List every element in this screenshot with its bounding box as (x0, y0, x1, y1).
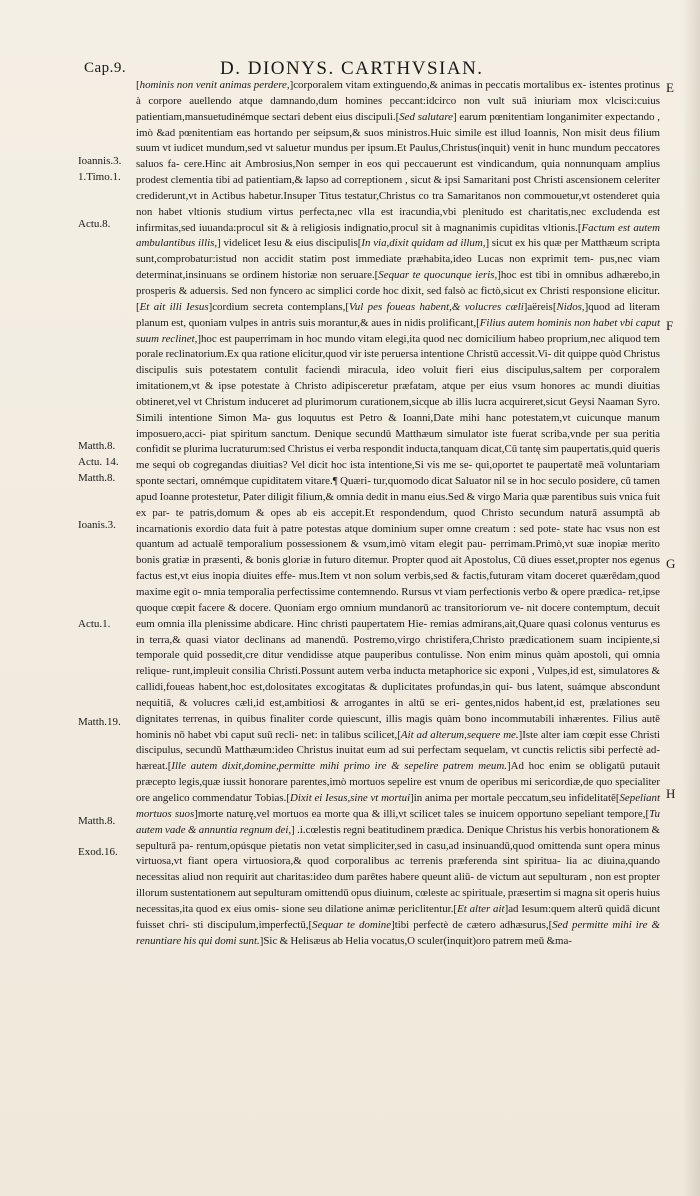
main-text (136, 78, 660, 949)
text-run: ]quod ad literam planum est, quoniam vulpes in antris suis morantur,& aues in nidis prolificant, (136, 300, 660, 329)
text-run: [ (453, 902, 458, 915)
text-run: [ (286, 791, 290, 804)
text-run: ]tibi perfectè de cætero adhæsurus, (391, 918, 549, 931)
text-run: [ (308, 918, 313, 931)
text-run: ]Sic & Helisæus ab Helia vocatus,O sculer(inquit)oro patrem meū &ma- (259, 934, 572, 947)
quoted-scripture: Nidos, (556, 300, 585, 313)
text-run: [ (397, 728, 401, 741)
main-paragraph (136, 78, 660, 949)
margin-note: 1.Timo.1. (78, 171, 121, 183)
quoted-scripture: Sed permitte mihi ire & renuntiare his qui domi sunt. (136, 918, 661, 947)
margin-note: Matth.19. (78, 716, 121, 728)
margin-note: Exod.16. (78, 846, 118, 858)
margin-note: Ioannis.3. (78, 155, 122, 167)
quoted-scripture: Ait ad alterum,sequere me. (400, 728, 519, 741)
margin-note: Matth.8. (78, 815, 116, 827)
text-run: [ (374, 269, 379, 282)
text-run: [ (136, 300, 140, 313)
quoted-scripture: In via,dixit quidam ad illum, (361, 237, 486, 250)
text-run: [ (395, 110, 400, 123)
quoted-scripture: Et ait illi Iesus (139, 300, 209, 313)
page-edge-shadow (682, 0, 700, 1196)
text-run: [ (615, 791, 620, 804)
margin-note: Actu. 14. (78, 456, 119, 468)
text-run: ]in anima per mortale peccatum,seu infidelitatē (410, 791, 616, 804)
text-run: ]hoc est pauperrimam in hoc mundo vitam elegi,ita quod nec domicilium habeo proprium,nec aliquod tem porale reclinatorium.Ex qua ratione elicitur,quod vir iste peruersa intentione Christū accessit.Vi- dit quippe quòd Christus discipulis suis potestatem contulit faciendi miracula, ideo voluit fieri eius discipulus,saltem per corporalem imitationem,vt & ipse potestate à Christo adipisceretur præfatam, atque per eius vsum honores ac mundi diuitias obtineret,vel vt Christum induceret ad plurimorum curationem,sicque ab illis lucra acquireret,sicut Geysi Naaman Syro. Simili intentione Simon Ma- gus loquutus est Petro & Ioanni,Date mihi hanc potestatem,vt cuicunque manum imposuero,acci- piat spiritum sanctum. Denique secundū Matthæum simulator iste fuerat scriba,vnde per sua peritia confidit se plurima lucraturum:sed Christus ei verba respondit inducta,tanquam dicat,Cū tantę sim paupertatis,quid queris me sequi ob cogregandas diuitias? Vel dicit hoc ista intentione,Si vis me se- qui,oportet te paupertatē meā voluntariam sponte sectari, omnémque cupiditatem vitare.¶ Quæri- tur,quomodo dicat Saluator nil se in hoc seculo posidere, cū tamen apud Ioanne protestetur, Pater diligit filium,& omnia dedit in manu eius.Sed & virgo Maria quæ parentibus suis vnica fuit ex par- te patris,domum & opes ab eis accepit.Et respondendum, quod Christo secundum naturā assumptā ab incarnationis exordio data fuit à patre potestas atque dominium super omne creatum : sed pote- state hac vsus non est quantum ad actualē temporalium possessionem & vsum,imò vitam elegit pau- perrimam.Primò,vt suæ inopiæ merito bonis gratiæ in præsenti, & bonis gloriæ in futuro ditemur. Propter quod ait Apostolus, Cū diues esset,propter nos egenus factus est,vt eius inopia diuites effe- mus.Item vt non solum verbis,sed & factis,futuram vitam doceret quærēdam,quod maxime egit o- mnia temporalia perfectissime contemnendo. Rursus vt viam perfectionis verbo & opere prædica- ret,ipse quoque cœpit facere & docere. Quoniam ergo omnium mundanorū ac transitoriorum ve- nit docere contemptum, decuit eum omnia illa plenissime abdicare. Hinc christi paupertatem Hie- remias admirans,ait,Quare quasi colonus venturus es in terra,& quasi viator declinans ad manendū. Postremo,virgo christifera,Christo prædicationem suam incipiente,si temporale quid possedit,cre ditur vendidisse atque pauperibus contulisse. Non enim minus quàm apostoli, qui omnia relique- runt,impleuit consilia Christi.Possunt autem verba inducta metaphorice sic exponi , Vulpes,id est, simulatores & callidi,foueas habent,hoc est,dolositates excogitatas & duplicitates profundas,in qui- bus latent, suámque abscondunt nequitiā, & volucres cæli,id est,ambitiosi & arrogantes in altū se eri- gentes,nidos habent,id est, prælationes seu dignitates terrenas, in quibus finaliter corde quiescunt, illis magis quàm bono incommutabili inhærentes. Filius autē hominis nō habet vbi caput suū recli- net: in talibus scilicet, (136, 332, 660, 741)
margin-note: Actu.8. (78, 218, 111, 230)
section-letter: F (666, 318, 674, 333)
quoted-scripture: Ille autem dixit,domine,permitte mihi primo ire & sepelire patrem meum. (171, 760, 507, 773)
quoted-scripture: Sed salutare (399, 110, 454, 123)
text-run: ] earum pœnitentiam longanimiter expectando , imò &ad pœnitentiam eas hortando per seipsum,& suos ministros.Huic simile est illud Ioannis, Non misit deus filium suum vt iudicet mundum,sed vt saluetur mundus per ipsum.Et Paulus,Christus(inquit) venit in hunc mundum peccatores saluos fa- cere.Hinc ait Ambrosius,Non semper in eos qui peccauerunt est vindicandum, quia nonnunquam amplius prodest clementia tibi ad patientiam,& lapso ad correptionem , sicut & ipsi Samaritani post Christi ascensionem celeriter crediderunt,vt in Actibus habetur.Insuper Titus testatur,Christus co tra Samaritanos non commouetur,vt ostenderet quia non habet vltionis studium virtus perfecta,nec vlla est iracundia,vbi plenitudo est charitatis,nec excludenda est infirmitas,sed iuuanda:procul sit & à religiosis indignatio,procul sit à magnanimis cupiditas vltionis. (136, 110, 661, 234)
text-run: [ (167, 760, 172, 773)
text-run: [ (552, 300, 557, 313)
text-run: ]aëreis (523, 300, 553, 313)
text-run: ]ad Iesum:quem alterū quidā dicunt fuisset chri- sti discipulum,imperfectū, (136, 902, 661, 931)
text-run: [ (577, 221, 582, 234)
text-run: ]corporalem vitam extinguendo,& animas in peccatis mortalibus ex- istentes protinus à corpore auellendo atque damnando,dum homines peccant:idcirco non vult suā iniuriam mox vlcisci:cuius patientiam,mansuetudinémque sectari debent eius discipuli. (136, 79, 660, 123)
text-run: [ (476, 316, 480, 329)
margin-note: Ioanis.3. (78, 519, 116, 531)
quoted-scripture: Tu autem vade & annuntia regnum dei, (136, 807, 660, 836)
text-run: ] .i.cœlestis regni beatitudinem prædica. Denique Christus his verbis honorationem & sepulturā pa- rentum,opúsque pietatis non vetat simpliciter,sed in casu,ad insinuandū,quod omittenda sunt opera minus virtuosa,vt fiant opera virtuosiora,& quod corporalibus ac terrenis præferenda sint spiritua- lia ac diuina,quando necessitas aliud non requirit aut charitas:ideo dum parētes habere queunt aliū- de victum aut sepulturam , non est propter illorum sustentationem aut sepulturam omittendū opus diuinum, cœleste ac spirituale, præsertim si magna sit operis huius necessitas,ita quod ex eius omis- sione seu dilatione animæ periclitentur. (136, 823, 660, 915)
text-run: ] videlicet Iesu & eius discipulis (217, 237, 358, 250)
text-run: [ (645, 807, 650, 820)
text-run: [ (548, 918, 553, 931)
quoted-scripture: Filius autem hominis non habet vbi caput suum reclinet, (136, 316, 660, 345)
margin-note: Matth.8. (78, 440, 116, 452)
text-run: [ (357, 237, 362, 250)
quoted-scripture: Factum est autem ambulantibus illis, (136, 221, 660, 250)
running-head: D. DIONYS. CARTHVSIAN. (220, 58, 484, 79)
text-run: [ (136, 79, 140, 91)
margin-note: Matth.8. (78, 472, 116, 484)
section-letter: H (666, 786, 676, 801)
quoted-scripture: Sequar te quocunque ieris, (378, 269, 498, 282)
quoted-scripture: Sepeliant mortuos suos (136, 791, 661, 820)
quoted-scripture: Et alter ait (457, 902, 505, 915)
text-run: ]cordium secreta contemplans, (208, 300, 346, 313)
text-run: ] sicut ex his quæ per Matthæum scripta sunt,comprobatur:istud non accidit statim post immediate præhabita,ideo Lucas non exprimit tem- pus,nec viam determinat,insinuans se ordinem historiæ non seruare. (136, 237, 661, 282)
text-run: ]Iste alter iam cœpit esse Christi discipulus, secundū Matthæum:ideo Christus inuitat eum ad sui perfectam sequelam, vt cunctis relictis sibi perfectè ad- hæreat. (136, 728, 660, 773)
quoted-scripture: Sequar te domine (312, 918, 392, 931)
chapter-number: Cap.9. (84, 60, 127, 76)
section-letter: E (666, 80, 674, 95)
text-run: [ (345, 300, 349, 313)
section-letter: G (666, 556, 676, 571)
quoted-scripture: hominis non venit animas perdere, (139, 79, 290, 91)
margin-note: Actu.1. (78, 618, 111, 630)
quoted-scripture: Dixit ei Iesus,sine vt mortui (289, 791, 411, 804)
text-run: ]Ad hoc enim se obligatū putauit præcepto legis,quæ iussit honorare parentes,imò mortuos sepelire est vnum de operibus mi sericordiæ,de quo specialiter ore angelico commendatur Tobias. (136, 760, 661, 804)
quoted-scripture: Vul pes foueas habent,& volucres cæli (348, 300, 524, 313)
text-run: ]morte naturę,vel mortuos ea morte qua & illi,vt scilicet tales se inuicem opportuno sepeliant tempore, (194, 807, 646, 820)
text-run: ]hoc est tibi in omnibus adhærebo,in prosperis & aduersis. Sed non fyncero ac simplici corde hoc dixit, sed falsò ac fictò,sicut ex Christi responsione elicitur. (136, 269, 660, 297)
